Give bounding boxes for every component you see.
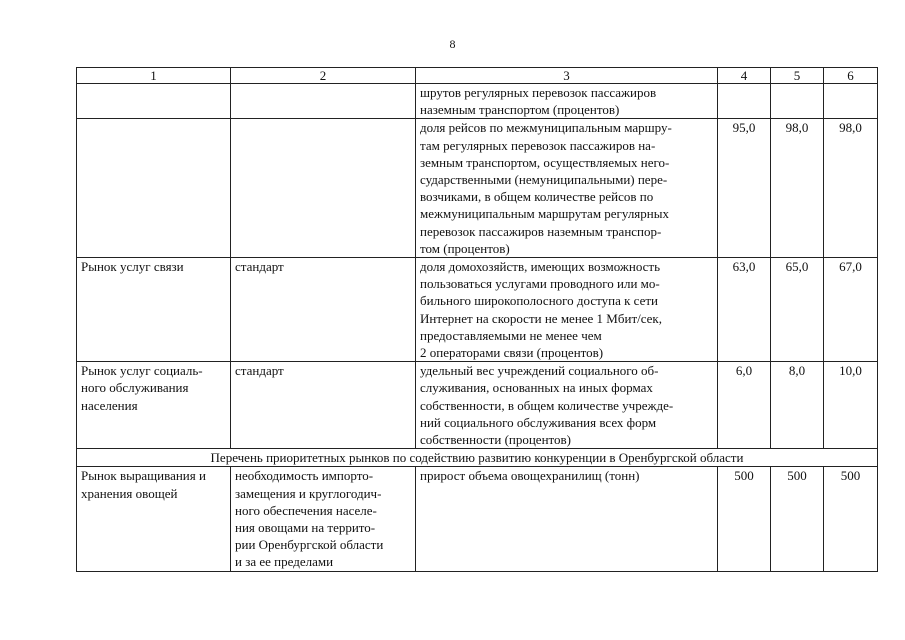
indicator-line: собственности, в общем количестве учрежде- bbox=[420, 397, 674, 413]
indicator-line: шрутов регулярных перевозок пассажиров bbox=[420, 85, 657, 100]
value-col-6: 67,0 bbox=[824, 258, 878, 362]
indicator-line: там регулярных перевозок пассажиров на- bbox=[420, 137, 656, 153]
value-col-4: 63,0 bbox=[718, 258, 771, 362]
table-row bbox=[77, 362, 878, 449]
type-line: стандарт bbox=[235, 363, 284, 379]
indicator-line: межмуниципальным маршрутам регулярных bbox=[420, 206, 669, 222]
indicator-line: перевозок пассажиров наземным транспор- bbox=[420, 223, 662, 239]
header-col-3: 3 bbox=[416, 68, 718, 84]
type-cell bbox=[231, 467, 416, 571]
indicator-cell bbox=[416, 258, 718, 362]
indicator-line: Интернет на скорости не менее 1 Мбит/сек, bbox=[420, 310, 662, 326]
value-col-4: 6,0 bbox=[718, 362, 771, 449]
type-line: рии Оренбургской области bbox=[235, 537, 384, 553]
indicator-line: ний социального обслуживания всех форм bbox=[420, 414, 657, 430]
indicator-line: возчиками, в общем количестве рейсов по bbox=[420, 189, 654, 205]
market-line: ного обслуживания bbox=[81, 380, 189, 396]
market-cell bbox=[77, 119, 231, 258]
value-col-5: 500 bbox=[771, 467, 824, 571]
type-line: и за ее пределами bbox=[235, 554, 334, 570]
indicator-line: сударственными (немуниципальными) пере- bbox=[420, 172, 668, 188]
market-cell bbox=[77, 467, 231, 571]
type-cell bbox=[231, 119, 416, 258]
header-col-1: 1 bbox=[77, 68, 231, 84]
market-line: населения bbox=[81, 397, 138, 413]
indicator-cell bbox=[416, 84, 718, 119]
value-col-5: 98,0 bbox=[771, 119, 824, 258]
table-row bbox=[77, 467, 878, 571]
type-line: ного обеспечения населе- bbox=[235, 502, 377, 518]
indicator-line: предоставляемыми не менее чем bbox=[420, 327, 602, 343]
indicator-line: наземным транспортом (процентов) bbox=[420, 102, 620, 118]
indicator-line: доля рейсов по межмуниципальным маршру- bbox=[420, 120, 672, 136]
value-col-5: 65,0 bbox=[771, 258, 824, 362]
market-line: хранения овощей bbox=[81, 485, 178, 501]
table-row bbox=[77, 84, 878, 119]
type-line: ния овощами на террито- bbox=[235, 520, 376, 536]
value-col-5: 8,0 bbox=[771, 362, 824, 449]
indicator-line: доля домохозяйств, имеющих возможность bbox=[420, 259, 661, 275]
indicator-line: 2 операторами связи (процентов) bbox=[420, 345, 604, 361]
type-cell bbox=[231, 84, 416, 119]
header-col-5: 5 bbox=[771, 68, 824, 84]
indicator-line: прирост объема овощехранилищ (тонн) bbox=[420, 468, 640, 484]
type-line: необходимость импорто- bbox=[235, 468, 374, 484]
value-col-6: 10,0 bbox=[824, 362, 878, 449]
value-col-5 bbox=[771, 84, 824, 119]
indicator-line: бильного широкополосного доступа к сети bbox=[420, 293, 659, 309]
type-cell bbox=[231, 362, 416, 449]
section-title: Перечень приоритетных рынков по содействию развитию конкуренции в Оренбургской области bbox=[77, 449, 878, 467]
value-col-6: 500 bbox=[824, 467, 878, 571]
market-line: Рынок услуг социаль- bbox=[81, 363, 203, 379]
section-row bbox=[77, 449, 878, 467]
indicator-cell bbox=[416, 467, 718, 571]
market-cell bbox=[77, 84, 231, 119]
market-cell bbox=[77, 362, 231, 449]
market-line: Рынок выращивания и bbox=[81, 468, 206, 484]
value-col-4 bbox=[718, 84, 771, 119]
header-row bbox=[77, 68, 878, 84]
indicator-line: пользоваться услугами проводного или мо- bbox=[420, 276, 660, 292]
competition-table bbox=[76, 67, 878, 572]
table-row bbox=[77, 258, 878, 362]
market-line: Рынок услуг связи bbox=[81, 259, 184, 275]
value-col-4: 95,0 bbox=[718, 119, 771, 258]
type-line: стандарт bbox=[235, 259, 284, 275]
indicator-line: удельный вес учреждений социального об- bbox=[420, 363, 659, 379]
type-line: замещения и круглогодич- bbox=[235, 485, 382, 501]
value-col-6 bbox=[824, 84, 878, 119]
header-col-6: 6 bbox=[824, 68, 878, 84]
indicator-line: том (процентов) bbox=[420, 240, 510, 256]
header-col-2: 2 bbox=[231, 68, 416, 84]
value-col-6: 98,0 bbox=[824, 119, 878, 258]
market-cell bbox=[77, 258, 231, 362]
table-row bbox=[77, 119, 878, 258]
value-col-4: 500 bbox=[718, 467, 771, 571]
indicator-line: собственности (процентов) bbox=[420, 432, 572, 448]
type-cell bbox=[231, 258, 416, 362]
indicator-line: земным транспортом, осуществляемых него- bbox=[420, 154, 670, 170]
indicator-cell bbox=[416, 362, 718, 449]
page-number: 8 bbox=[449, 37, 456, 51]
header-col-4: 4 bbox=[718, 68, 771, 84]
indicator-cell bbox=[416, 119, 718, 258]
indicator-line: служивания, основанных на иных формах bbox=[420, 380, 653, 396]
